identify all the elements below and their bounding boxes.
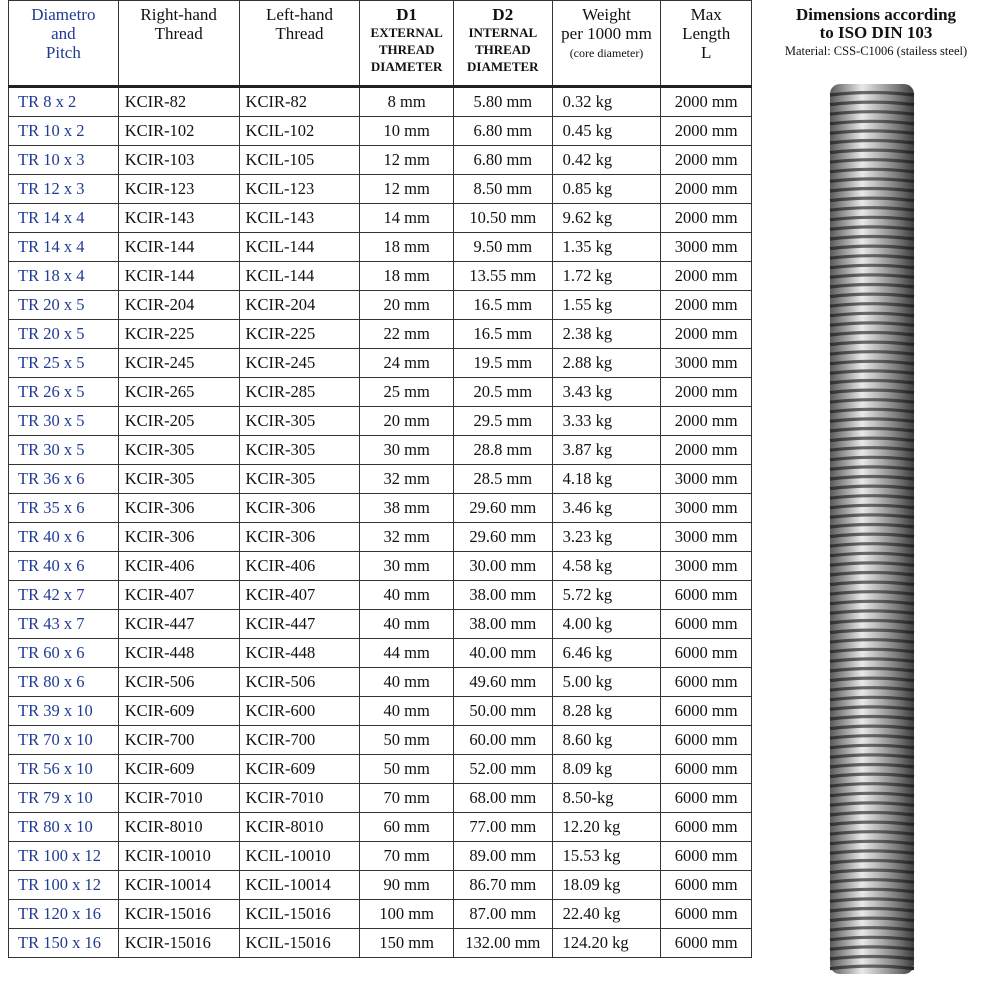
cell-max-length: 2000 mm — [661, 378, 752, 407]
cell-pitch: TR 30 x 5 — [9, 407, 119, 436]
cell-weight: 3.87 kg — [552, 436, 661, 465]
table-row — [9, 378, 752, 407]
cell-left-hand: KCIR-8010 — [239, 813, 360, 842]
cell-pitch: TR 18 x 4 — [9, 262, 119, 291]
table-row — [9, 320, 752, 349]
table-header-row — [9, 1, 752, 87]
cell-weight: 18.09 kg — [552, 871, 661, 900]
cell-d2: 5.80 mm — [453, 87, 552, 117]
table-row — [9, 610, 752, 639]
cell-max-length: 6000 mm — [661, 581, 752, 610]
cell-right-hand: KCIR-225 — [118, 320, 239, 349]
cell-weight: 4.00 kg — [552, 610, 661, 639]
cell-left-hand: KCIR-447 — [239, 610, 360, 639]
cell-d2: 87.00 mm — [453, 900, 552, 929]
cell-max-length: 6000 mm — [661, 871, 752, 900]
cell-left-hand: KCIR-305 — [239, 465, 360, 494]
cell-max-length: 3000 mm — [661, 523, 752, 552]
cell-left-hand: KCIR-506 — [239, 668, 360, 697]
cell-right-hand: KCIR-15016 — [118, 929, 239, 958]
cell-d2: 132.00 mm — [453, 929, 552, 958]
cell-weight: 5.00 kg — [552, 668, 661, 697]
cell-weight: 1.72 kg — [552, 262, 661, 291]
cell-d1: 40 mm — [360, 610, 454, 639]
cell-weight: 8.09 kg — [552, 755, 661, 784]
table-row — [9, 871, 752, 900]
cell-max-length: 6000 mm — [661, 610, 752, 639]
cell-d2: 19.5 mm — [453, 349, 552, 378]
cell-right-hand: KCIR-103 — [118, 146, 239, 175]
cell-right-hand: KCIR-306 — [118, 523, 239, 552]
cell-weight: 1.55 kg — [552, 291, 661, 320]
cell-right-hand: KCIR-82 — [118, 87, 239, 117]
cell-left-hand: KCIL-105 — [239, 146, 360, 175]
cell-d2: 6.80 mm — [453, 146, 552, 175]
cell-pitch: TR 26 x 5 — [9, 378, 119, 407]
cell-pitch: TR 56 x 10 — [9, 755, 119, 784]
table-row — [9, 639, 752, 668]
cell-pitch: TR 10 x 2 — [9, 117, 119, 146]
table-row — [9, 842, 752, 871]
cell-pitch: TR 150 x 16 — [9, 929, 119, 958]
cell-pitch: TR 14 x 4 — [9, 233, 119, 262]
cell-right-hand: KCIR-306 — [118, 494, 239, 523]
cell-d1: 30 mm — [360, 436, 454, 465]
cell-max-length: 2000 mm — [661, 262, 752, 291]
cell-pitch: TR 30 x 5 — [9, 436, 119, 465]
cell-d1: 38 mm — [360, 494, 454, 523]
cell-weight: 4.18 kg — [552, 465, 661, 494]
threaded-rod-graphic — [826, 80, 918, 980]
cell-weight: 0.32 kg — [552, 87, 661, 117]
table-row — [9, 755, 752, 784]
cell-weight: 124.20 kg — [552, 929, 661, 958]
cell-left-hand: KCIR-305 — [239, 436, 360, 465]
table-row — [9, 349, 752, 378]
header-d2: D2 INTERNAL THREAD DIAMETER — [453, 1, 552, 87]
cell-d2: 10.50 mm — [453, 204, 552, 233]
cell-d1: 60 mm — [360, 813, 454, 842]
cell-d1: 12 mm — [360, 146, 454, 175]
cell-weight: 3.33 kg — [552, 407, 661, 436]
cell-d2: 77.00 mm — [453, 813, 552, 842]
cell-left-hand: KCIR-82 — [239, 87, 360, 117]
cell-right-hand: KCIR-406 — [118, 552, 239, 581]
table-row — [9, 552, 752, 581]
cell-right-hand: KCIR-700 — [118, 726, 239, 755]
cell-weight: 3.43 kg — [552, 378, 661, 407]
cell-right-hand: KCIR-245 — [118, 349, 239, 378]
cell-left-hand: KCIL-10014 — [239, 871, 360, 900]
cell-left-hand: KCIR-285 — [239, 378, 360, 407]
cell-right-hand: KCIR-143 — [118, 204, 239, 233]
cell-d1: 8 mm — [360, 87, 454, 117]
table-row — [9, 465, 752, 494]
cell-d1: 14 mm — [360, 204, 454, 233]
cell-left-hand: KCIR-406 — [239, 552, 360, 581]
cell-d2: 16.5 mm — [453, 320, 552, 349]
cell-pitch: TR 80 x 10 — [9, 813, 119, 842]
cell-left-hand: KCIR-700 — [239, 726, 360, 755]
cell-right-hand: KCIR-10014 — [118, 871, 239, 900]
cell-pitch: TR 40 x 6 — [9, 523, 119, 552]
table-row — [9, 523, 752, 552]
cell-max-length: 6000 mm — [661, 929, 752, 958]
cell-right-hand: KCIR-102 — [118, 117, 239, 146]
cell-weight: 9.62 kg — [552, 204, 661, 233]
cell-pitch: TR 36 x 6 — [9, 465, 119, 494]
cell-weight: 8.28 kg — [552, 697, 661, 726]
table-row — [9, 175, 752, 204]
cell-pitch: TR 25 x 5 — [9, 349, 119, 378]
cell-right-hand: KCIR-448 — [118, 639, 239, 668]
cell-d1: 150 mm — [360, 929, 454, 958]
cell-weight: 0.45 kg — [552, 117, 661, 146]
cell-left-hand: KCIR-306 — [239, 494, 360, 523]
cell-max-length: 6000 mm — [661, 842, 752, 871]
cell-weight: 0.85 kg — [552, 175, 661, 204]
table-row — [9, 291, 752, 320]
cell-d1: 25 mm — [360, 378, 454, 407]
cell-d2: 49.60 mm — [453, 668, 552, 697]
cell-left-hand: KCIR-306 — [239, 523, 360, 552]
table-row — [9, 436, 752, 465]
cell-d1: 70 mm — [360, 842, 454, 871]
table-row — [9, 929, 752, 958]
cell-right-hand: KCIR-506 — [118, 668, 239, 697]
cell-left-hand: KCIR-204 — [239, 291, 360, 320]
cell-pitch: TR 8 x 2 — [9, 87, 119, 117]
cell-left-hand: KCIR-448 — [239, 639, 360, 668]
cell-right-hand: KCIR-447 — [118, 610, 239, 639]
cell-weight: 1.35 kg — [552, 233, 661, 262]
cell-pitch: TR 70 x 10 — [9, 726, 119, 755]
cell-d2: 68.00 mm — [453, 784, 552, 813]
cell-d2: 28.5 mm — [453, 465, 552, 494]
cell-d2: 38.00 mm — [453, 581, 552, 610]
cell-max-length: 2000 mm — [661, 175, 752, 204]
cell-left-hand: KCIR-600 — [239, 697, 360, 726]
header-left-hand: Left-hand Thread — [239, 1, 360, 87]
cell-right-hand: KCIR-15016 — [118, 900, 239, 929]
cell-right-hand: KCIR-205 — [118, 407, 239, 436]
cell-left-hand: KCIL-10010 — [239, 842, 360, 871]
table-row — [9, 784, 752, 813]
cell-left-hand: KCIR-7010 — [239, 784, 360, 813]
cell-d2: 40.00 mm — [453, 639, 552, 668]
table-row — [9, 900, 752, 929]
cell-left-hand: KCIR-609 — [239, 755, 360, 784]
table-row — [9, 262, 752, 291]
cell-weight: 8.60 kg — [552, 726, 661, 755]
cell-pitch: TR 12 x 3 — [9, 175, 119, 204]
cell-d2: 8.50 mm — [453, 175, 552, 204]
cell-pitch: TR 40 x 6 — [9, 552, 119, 581]
cell-max-length: 2000 mm — [661, 117, 752, 146]
cell-d1: 40 mm — [360, 668, 454, 697]
cell-d2: 16.5 mm — [453, 291, 552, 320]
cell-pitch: TR 100 x 12 — [9, 871, 119, 900]
cell-right-hand: KCIR-305 — [118, 436, 239, 465]
cell-right-hand: KCIR-407 — [118, 581, 239, 610]
cell-weight: 0.42 kg — [552, 146, 661, 175]
table-row — [9, 204, 752, 233]
cell-d2: 9.50 mm — [453, 233, 552, 262]
cell-d2: 20.5 mm — [453, 378, 552, 407]
cell-left-hand: KCIL-15016 — [239, 929, 360, 958]
cell-d1: 70 mm — [360, 784, 454, 813]
cell-left-hand: KCIR-407 — [239, 581, 360, 610]
cell-max-length: 6000 mm — [661, 755, 752, 784]
table-row — [9, 233, 752, 262]
cell-pitch: TR 10 x 3 — [9, 146, 119, 175]
cell-d1: 12 mm — [360, 175, 454, 204]
cell-right-hand: KCIR-609 — [118, 755, 239, 784]
cell-d2: 52.00 mm — [453, 755, 552, 784]
cell-right-hand: KCIR-8010 — [118, 813, 239, 842]
table-row — [9, 87, 752, 117]
cell-max-length: 2000 mm — [661, 320, 752, 349]
cell-d2: 86.70 mm — [453, 871, 552, 900]
table-row — [9, 697, 752, 726]
cell-d1: 30 mm — [360, 552, 454, 581]
cell-weight: 6.46 kg — [552, 639, 661, 668]
cell-max-length: 2000 mm — [661, 407, 752, 436]
table-row — [9, 146, 752, 175]
cell-d2: 29.60 mm — [453, 523, 552, 552]
cell-max-length: 6000 mm — [661, 784, 752, 813]
cell-weight: 3.46 kg — [552, 494, 661, 523]
cell-d1: 40 mm — [360, 697, 454, 726]
cell-weight: 8.50-kg — [552, 784, 661, 813]
cell-d1: 18 mm — [360, 262, 454, 291]
cell-pitch: TR 79 x 10 — [9, 784, 119, 813]
cell-d2: 29.60 mm — [453, 494, 552, 523]
cell-d1: 20 mm — [360, 291, 454, 320]
cell-max-length: 6000 mm — [661, 639, 752, 668]
cell-d1: 20 mm — [360, 407, 454, 436]
cell-d1: 32 mm — [360, 465, 454, 494]
table-row — [9, 494, 752, 523]
header-weight: Weight per 1000 mm (core diameter) — [552, 1, 661, 87]
table-row — [9, 726, 752, 755]
cell-weight: 2.38 kg — [552, 320, 661, 349]
threaded-rod-image — [826, 80, 918, 980]
cell-max-length: 6000 mm — [661, 726, 752, 755]
thread-spec-table — [8, 0, 752, 958]
cell-max-length: 6000 mm — [661, 697, 752, 726]
cell-left-hand: KCIL-144 — [239, 233, 360, 262]
cell-pitch: TR 60 x 6 — [9, 639, 119, 668]
table-row — [9, 668, 752, 697]
cell-right-hand: KCIR-265 — [118, 378, 239, 407]
table-row — [9, 117, 752, 146]
cell-max-length: 6000 mm — [661, 668, 752, 697]
cell-left-hand: KCIR-305 — [239, 407, 360, 436]
cell-max-length: 2000 mm — [661, 204, 752, 233]
cell-d1: 24 mm — [360, 349, 454, 378]
cell-d1: 40 mm — [360, 581, 454, 610]
table-row — [9, 581, 752, 610]
cell-right-hand: KCIR-7010 — [118, 784, 239, 813]
cell-d2: 28.8 mm — [453, 436, 552, 465]
cell-d1: 18 mm — [360, 233, 454, 262]
cell-d2: 29.5 mm — [453, 407, 552, 436]
table-body — [9, 87, 752, 958]
cell-pitch: TR 20 x 5 — [9, 291, 119, 320]
cell-d1: 50 mm — [360, 755, 454, 784]
cell-max-length: 6000 mm — [661, 813, 752, 842]
cell-max-length: 2000 mm — [661, 436, 752, 465]
cell-right-hand: KCIR-609 — [118, 697, 239, 726]
header-pitch: Diametro and Pitch — [9, 1, 119, 87]
cell-d1: 32 mm — [360, 523, 454, 552]
cell-right-hand: KCIR-144 — [118, 233, 239, 262]
cell-weight: 5.72 kg — [552, 581, 661, 610]
cell-right-hand: KCIR-144 — [118, 262, 239, 291]
cell-d1: 22 mm — [360, 320, 454, 349]
cell-pitch: TR 80 x 6 — [9, 668, 119, 697]
cell-max-length: 3000 mm — [661, 465, 752, 494]
cell-max-length: 2000 mm — [661, 291, 752, 320]
cell-right-hand: KCIR-305 — [118, 465, 239, 494]
cell-max-length: 3000 mm — [661, 552, 752, 581]
material-label: Material: CSS-C1006 (stailess steel) — [784, 44, 968, 58]
cell-left-hand: KCIL-144 — [239, 262, 360, 291]
cell-pitch: TR 35 x 6 — [9, 494, 119, 523]
cell-max-length: 2000 mm — [661, 87, 752, 117]
cell-d1: 44 mm — [360, 639, 454, 668]
cell-left-hand: KCIR-225 — [239, 320, 360, 349]
cell-d2: 6.80 mm — [453, 117, 552, 146]
cell-weight: 15.53 kg — [552, 842, 661, 871]
cell-left-hand: KCIL-15016 — [239, 900, 360, 929]
cell-d1: 100 mm — [360, 900, 454, 929]
cell-max-length: 3000 mm — [661, 494, 752, 523]
cell-d2: 13.55 mm — [453, 262, 552, 291]
cell-pitch: TR 120 x 16 — [9, 900, 119, 929]
cell-right-hand: KCIR-123 — [118, 175, 239, 204]
cell-max-length: 2000 mm — [661, 146, 752, 175]
cell-d1: 10 mm — [360, 117, 454, 146]
cell-d2: 89.00 mm — [453, 842, 552, 871]
cell-d1: 90 mm — [360, 871, 454, 900]
cell-d2: 50.00 mm — [453, 697, 552, 726]
cell-pitch: TR 43 x 7 — [9, 610, 119, 639]
cell-pitch: TR 42 x 7 — [9, 581, 119, 610]
cell-pitch: TR 20 x 5 — [9, 320, 119, 349]
cell-left-hand: KCIL-102 — [239, 117, 360, 146]
header-d1: D1 EXTERNAL THREAD DIAMETER — [360, 1, 454, 87]
cell-pitch: TR 100 x 12 — [9, 842, 119, 871]
cell-pitch: TR 39 x 10 — [9, 697, 119, 726]
cell-weight: 22.40 kg — [552, 900, 661, 929]
cell-max-length: 3000 mm — [661, 349, 752, 378]
cell-left-hand: KCIR-245 — [239, 349, 360, 378]
header-max-length: Max Length L — [661, 1, 752, 87]
cell-weight: 4.58 kg — [552, 552, 661, 581]
cell-pitch: TR 14 x 4 — [9, 204, 119, 233]
cell-right-hand: KCIR-10010 — [118, 842, 239, 871]
table-row — [9, 813, 752, 842]
cell-d2: 30.00 mm — [453, 552, 552, 581]
cell-weight: 12.20 kg — [552, 813, 661, 842]
cell-max-length: 6000 mm — [661, 900, 752, 929]
dimensions-title: Dimensions according to ISO DIN 103 — [795, 5, 957, 42]
header-right-hand: Right-hand Thread — [118, 1, 239, 87]
table-row — [9, 407, 752, 436]
cell-max-length: 3000 mm — [661, 233, 752, 262]
cell-weight: 3.23 kg — [552, 523, 661, 552]
cell-d1: 50 mm — [360, 726, 454, 755]
cell-left-hand: KCIL-123 — [239, 175, 360, 204]
cell-weight: 2.88 kg — [552, 349, 661, 378]
cell-left-hand: KCIL-143 — [239, 204, 360, 233]
cell-right-hand: KCIR-204 — [118, 291, 239, 320]
cell-d2: 60.00 mm — [453, 726, 552, 755]
cell-d2: 38.00 mm — [453, 610, 552, 639]
